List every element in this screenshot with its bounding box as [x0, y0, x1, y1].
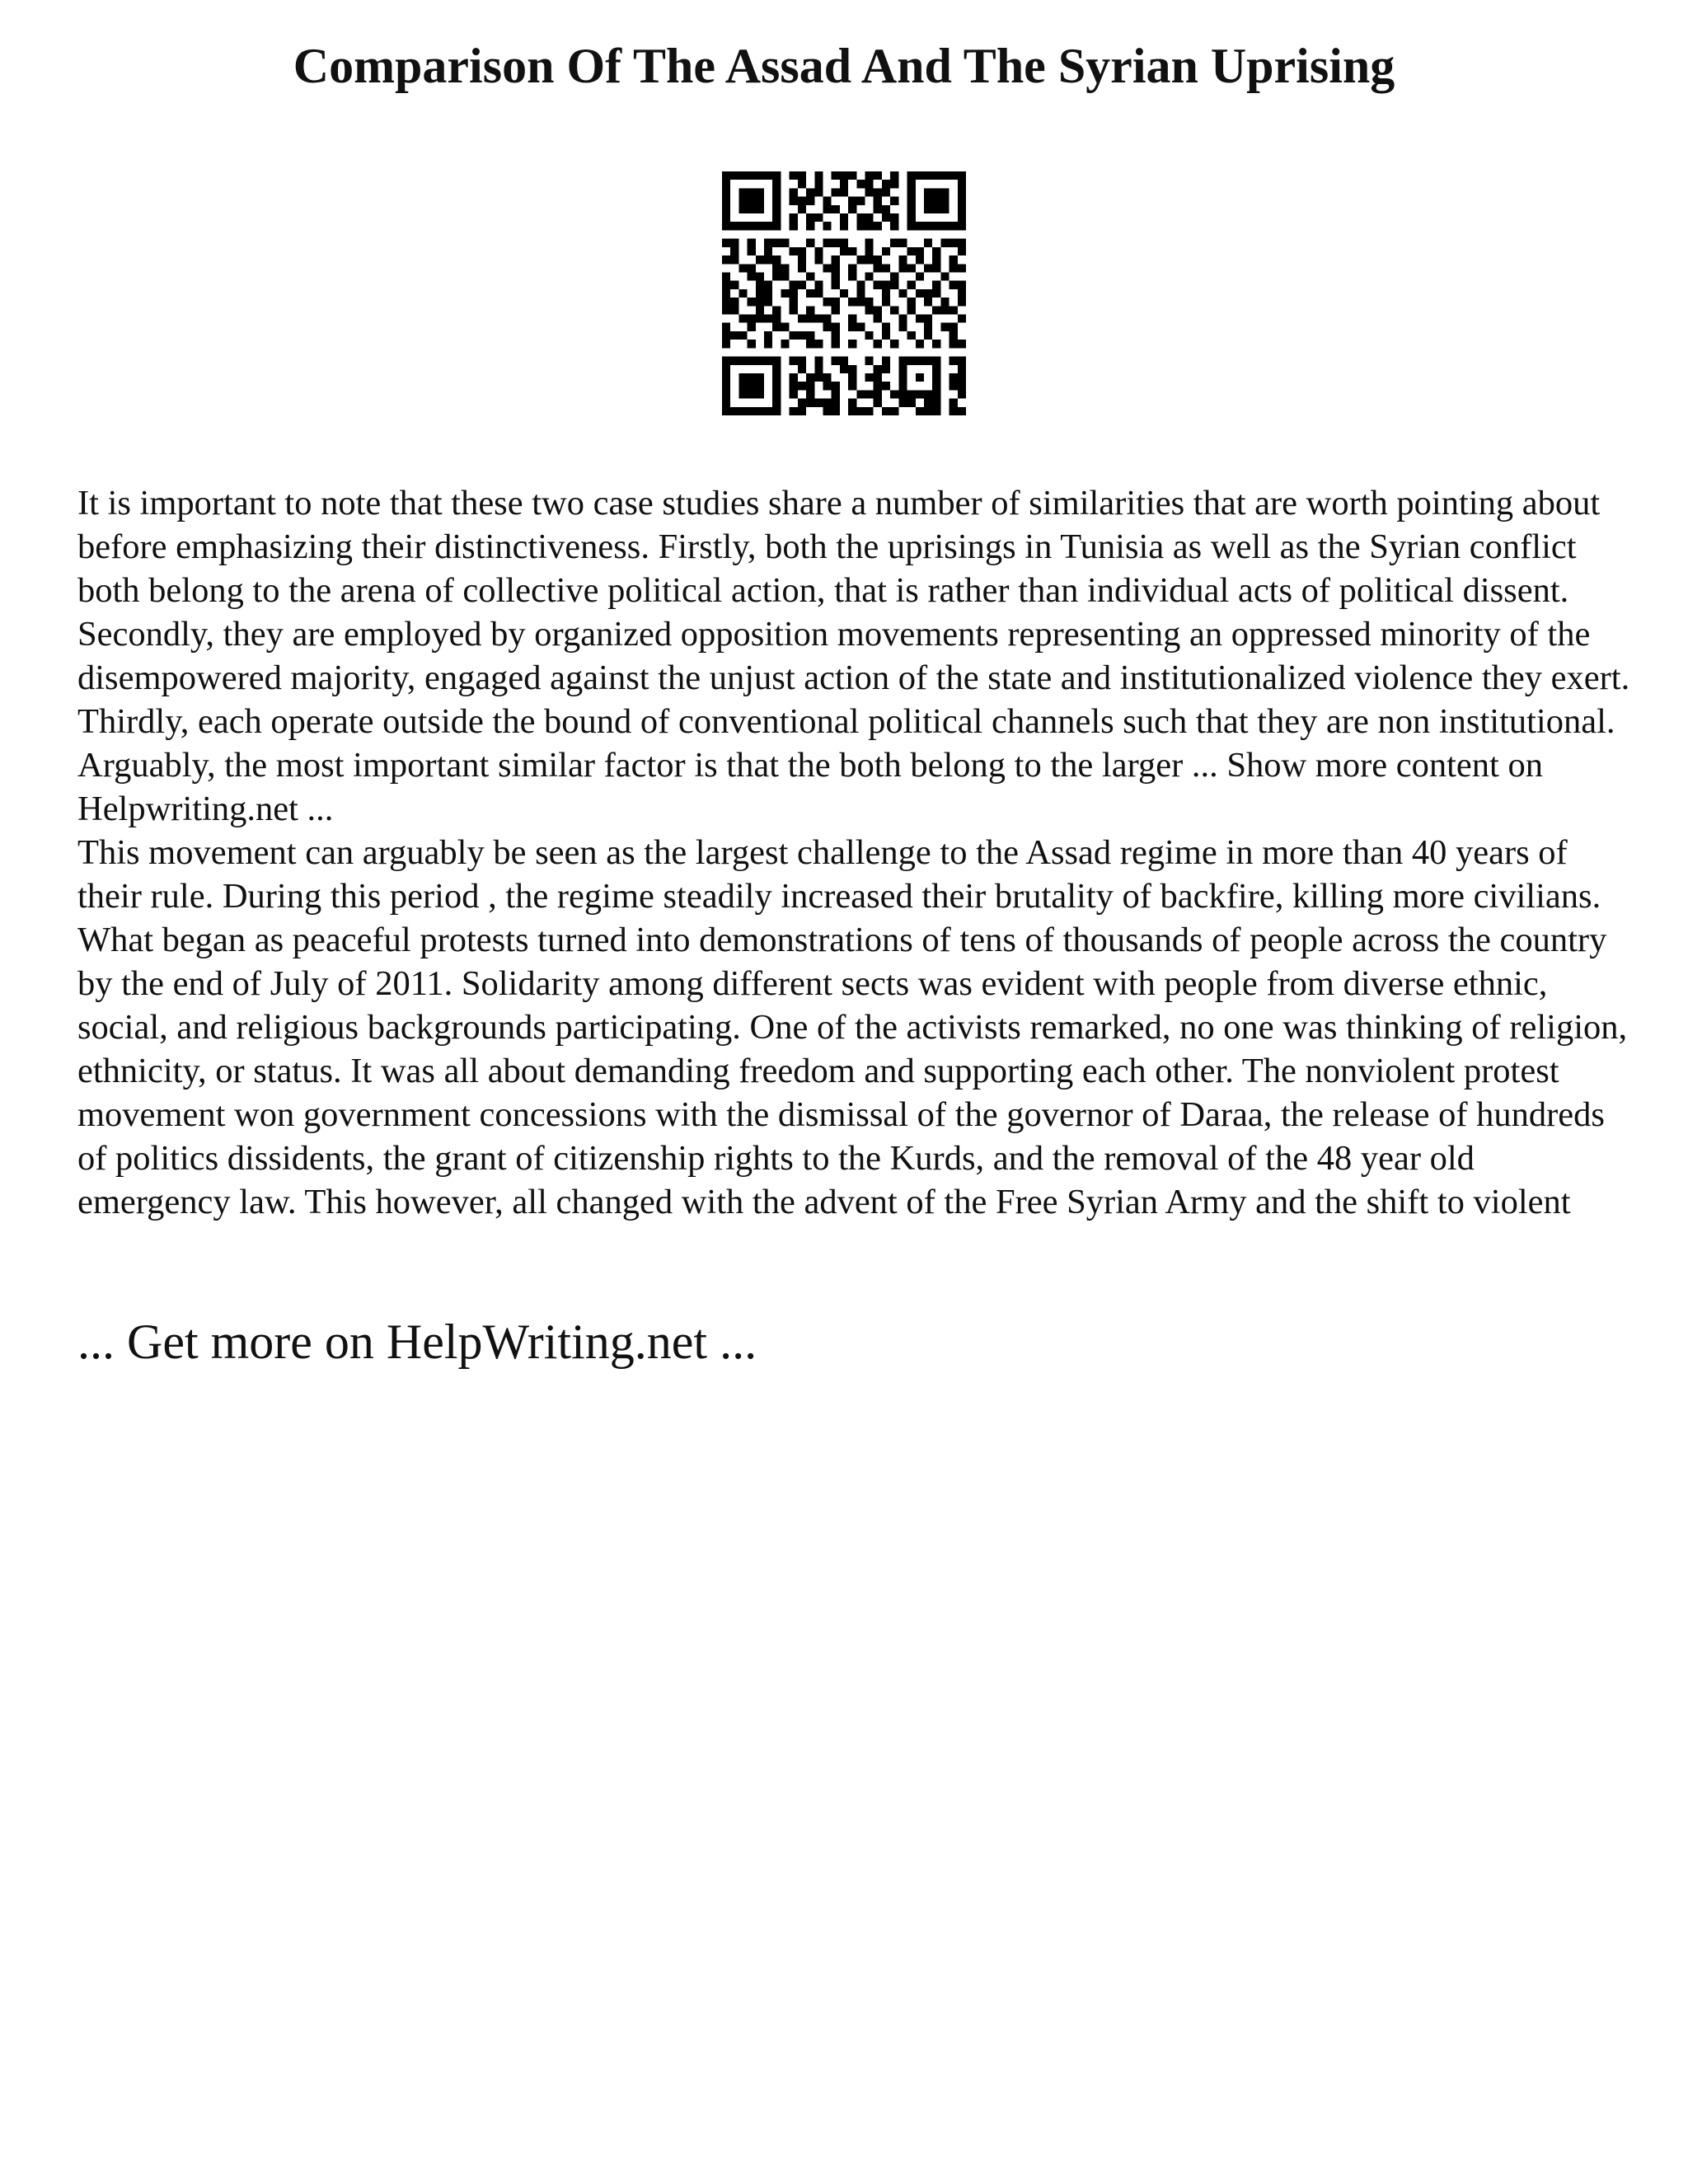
paragraph-2: This movement can arguably be seen as the largest challenge to the Assad regime in more than 40 years of their rule. During this period , the regime steadily increased their brutality of backfire, killing more civilians. What began as peaceful protests turned into demonstrations of tens of thousands of people across the country by the end of July of 2011. Solidarity among different sects was evident with people from diverse ethnic, social, and religious backgrounds participating. One of the activists remarked, no one was thinking of religion, ethnicity, or status. It was all about demanding freedom and supporting each other. The nonviolent protest movement won government concessions with the dismissal of the governor of Daraa, the release of hundreds of politics dissidents, the grant of citizenship rights to the Kurds, and the removal of the 48 year old emergency law. This however, all changed with the advent of the Free Syrian Army and the shift to violent: [77, 833, 1628, 1221]
page-title: Comparison Of The Assad And The Syrian Uprising: [293, 39, 1395, 93]
article-body: [77, 481, 1635, 1224]
qr-code-icon: [722, 171, 966, 415]
paragraph-1: It is important to note that these two case studies share a number of similarities that are worth pointing about before emphasizing their distinctiveness. Firstly, both the uprisings in Tunisia as well as the Syrian conflict both belong to the arena of collective political action, that is rather than individual acts of political dissent. Secondly, they are employed by organized opposition movements representing an oppressed minority of the disempowered majority, engaged against the unjust action of the state and institutionalized violence they exert. Thirdly, each operate outside the bound of conventional political channels such that they are non institutional. Arguably, the most important similar factor is that the both belong to the larger ... Show more content on Helpwriting.net ...: [77, 484, 1630, 828]
get-more-link[interactable]: ... Get more on HelpWriting.net ...: [77, 1315, 757, 1369]
qr-code-graphic: [722, 171, 966, 415]
